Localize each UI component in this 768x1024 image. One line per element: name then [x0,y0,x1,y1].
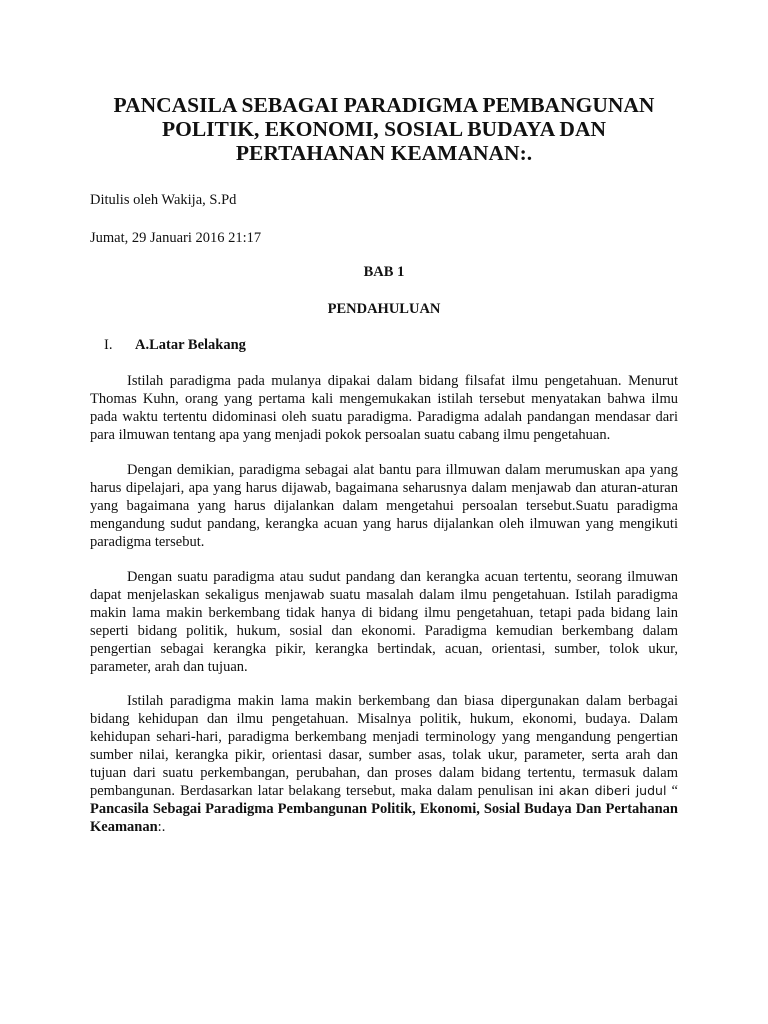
paragraph-2: Dengan demikian, paradigma sebagai alat bantu para illmuwan dalam merumuskan apa yang harus dipelajari, apa yang harus dijawab, bagaimana seharusnya dalam menjawab dan aturan-aturan yang bagaimana yang harus dijalankan dalam mengetahui persoalan tersebut.Suatu paradigma mengandung sudut pandang, kerangka acuan yang harus dijalankan oleh ilmuwan yang mengikuti paradigma tersebut. [90,462,678,550]
chapter-heading: BAB 1 [363,264,405,280]
paragraph-4 [90,692,678,836]
paragraph-3: Dengan suatu paradigma atau sudut pandang dan kerangka acuan tertentu, seorang ilmuwan dapat menjelaskan sekaligus menjawab suatu masalah dalam ilmu pengetahuan. Istilah paradigma makin lama makin berkembang tidak hanya di bidang ilmu pengetahuan, tetapi pada bidang lain seperti bidang politik, hukum, sosial dan ekonomi. Paradigma kemudian berkembang dalam pengertian sebagai kerangka pikir, kerangka bertindak, acuan, orientasi, sumber, tolok ukur, parameter, arah dan tujuan. [90,569,678,675]
section-title: A.Latar Belakang [135,337,246,353]
chapter-title: PENDAHULUAN [327,301,441,317]
section-heading [104,336,246,354]
date-line: Jumat, 29 Januari 2016 21:17 [90,230,262,246]
paragraph-4-text: Istilah paradigma makin lama makin berkembang dan biasa dipergunakan dalam berbagai bidang kehidupan dan ilmu pengetahuan. Misalnya politik, hukum, ekonomi, budaya. Dalam kehidupan sehari-hari, paradigma berkembang menjadi terminology yang mengandung pengertian sumber nilai, kerangka pikir, orientasi dasar, sumber asas, tolak ukur, parameter, serta arah dan tujuan dari suatu perkembangan, perubahan, dan proses dalam bidang tertentu, termasuk dalam pembangunan. Berdasarkan latar belakang tersebut, maka dalam penulisan ini [90,693,678,799]
paragraph-1: Istilah paradigma pada mulanya dipakai dalam bidang filsafat ilmu pengetahuan. Menurut Thomas Kuhn, orang yang pertama kali mengemukakan istilah tersebut menyatakan bahwa ilmu pada waktu tertentu didominasi oleh suatu paradigma. Paradigma adalah pandangan mendasar dari para ilmuwan tentang apa yang menjadi pokok persoalan suatu cabang ilmu pengetahuan. [90,373,678,443]
paragraph-4-quote: “ [666,783,678,799]
author-line: Ditulis oleh Wakija, S.Pd [90,192,237,208]
title-line-2: POLITIK, EKONOMI, SOSIAL BUDAYA DAN [161,117,607,141]
document-title [90,93,678,165]
title-line-3: PERTAHANAN KEAMANAN:. [235,141,533,165]
section-number: I. [104,337,113,353]
title-line-1: PANCASILA SEBAGAI PARADIGMA PEMBANGUNAN [113,93,655,117]
paragraph-4-bold-title: Pancasila Sebagai Paradigma Pembangunan Politik, Ekonomi, Sosial Budaya Dan Pertahanan Keamanan [90,801,678,835]
paragraph-4-ending: :. [157,819,166,835]
paragraph-4-sans-fragment: akan diberi judul [558,783,667,798]
